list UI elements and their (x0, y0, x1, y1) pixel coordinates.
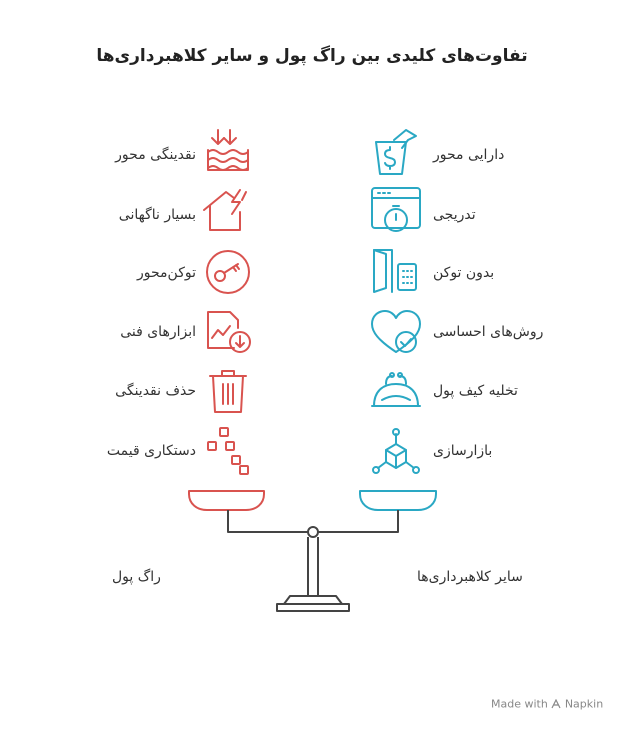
right-group-label: سایر کلاهبرداری‌ها (417, 569, 523, 585)
right-item-label: بدون توکن (433, 265, 495, 281)
footer-credit (491, 697, 603, 711)
right-pan (360, 491, 436, 510)
right-item-label: روش‌های احساسی (433, 324, 544, 340)
right-item-label: دارایی محور (433, 147, 505, 163)
right-item-label: تدریجی (433, 207, 476, 223)
napkin-logo-icon (551, 699, 561, 709)
left-item-label: نقدینگی محور (115, 147, 196, 163)
left-item-label: بسیار ناگهانی (118, 207, 196, 223)
scale-frame (228, 510, 398, 611)
left-item-label: حذف نقدینگی (115, 383, 196, 399)
footer-brand: Napkin (564, 697, 604, 711)
right-item-label: تخلیه کیف پول (433, 383, 518, 399)
left-item-label: ابزارهای فنی (120, 324, 196, 340)
left-item-label: دستکاری قیمت (106, 443, 196, 459)
page-title: تفاوت‌های کلیدی بین راگ پول و سایر کلاهبرداری‌ها (96, 46, 528, 66)
left-item-label: توکن‌محور (137, 265, 196, 281)
left-pan (189, 491, 264, 510)
footer-text: Made with (491, 697, 548, 711)
left-group-label: راگ پول (112, 569, 161, 585)
right-item-label: بازارسازی (433, 443, 493, 459)
